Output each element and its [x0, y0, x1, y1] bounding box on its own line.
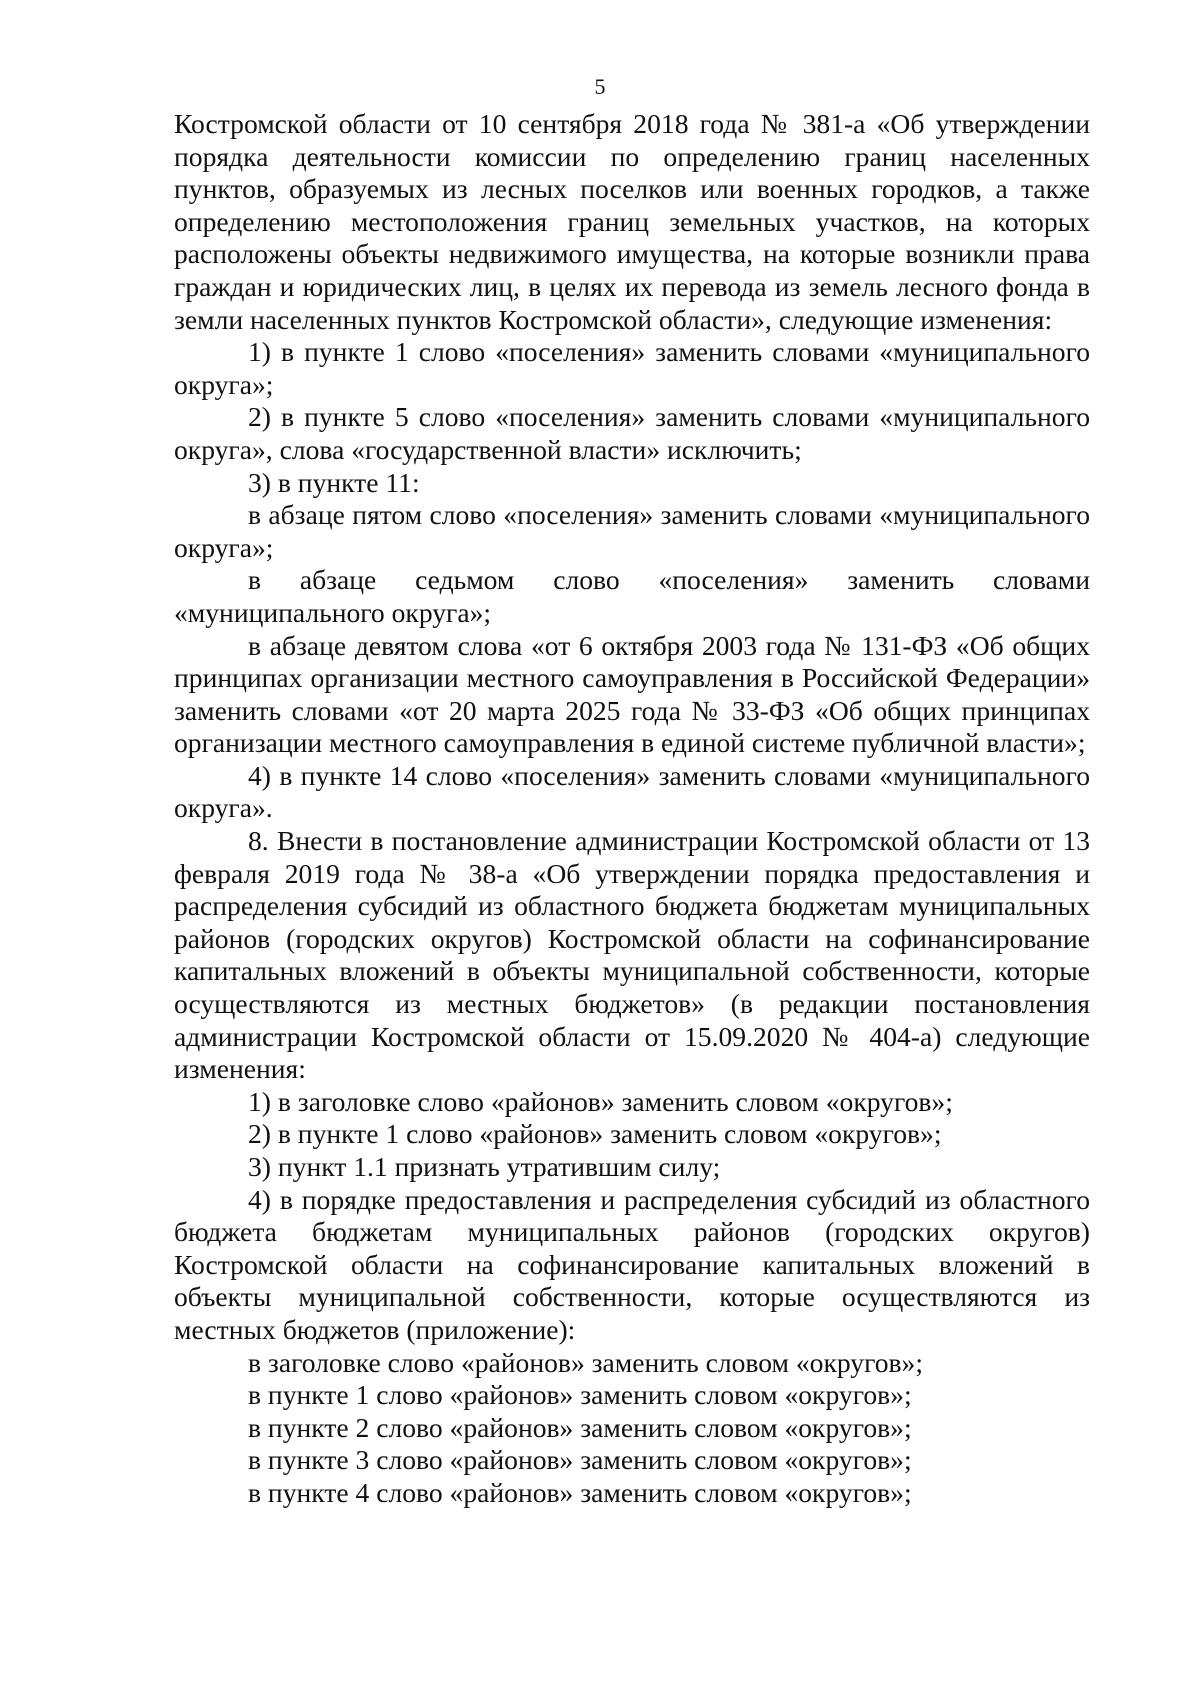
paragraph-item-4: 4) в порядке предоставления и распределения субсидий из областного бюджета бюджетам муниципальных районов (городских округов) Костромской области на софинансирование капитальных вложений в объекты муниципальной собственности, которые осуществляются из местных бюджетов (приложение):	[174, 1183, 1090, 1345]
document-body	[174, 108, 1090, 1510]
paragraph-item-1: 1) в пункте 1 слово «поселения» заменить словами «муниципального округа»;	[174, 336, 1090, 400]
paragraph-subitem-7th-abzac: в абзаце седьмом слово «поселения» заменить словами «муниципального округа»;	[174, 564, 1090, 628]
paragraph-subitem-title: в заголовке слово «районов» заменить словом «округов»;	[248, 1346, 924, 1378]
paragraph-item-4: 4) в пункте 14 слово «поселения» заменить словами «муниципального округа».	[174, 759, 1090, 824]
paragraph-item-2: 2) в пункте 5 слово «поселения» заменить словами «муниципального округа», слова «государственной власти» исключить;	[174, 401, 1090, 465]
paragraph-subitem-point-1: в пункте 1 слово «районов» заменить словом «округов»;	[248, 1379, 912, 1411]
paragraph-continuation: Костромской области от 10 сентября 2018 года № 381-а «Об утверждении порядка деятельности комиссии по определению границ населенных пунктов, образуемых из лесных поселков или военных городков, а также определению местоположения границ земельных участков, на которых расположены объекты недвижимого имущества, на которые возникли права граждан и юридических лиц, в целях их перевода из земель лесного фонда в земли населенных пунктов Костромской области», следующие изменения:	[174, 108, 1090, 335]
paragraph-subitem-point-4: в пункте 4 слово «районов» заменить словом «округов»;	[248, 1476, 912, 1508]
paragraph-subitem-point-3: в пункте 3 слово «районов» заменить словом «округов»;	[248, 1444, 912, 1476]
page-number: 5	[594, 74, 606, 99]
paragraph-subitem-5th-abzac: в абзаце пятом слово «поселения» заменить словами «муниципального округа»;	[174, 499, 1090, 563]
paragraph-item-2: 2) в пункте 1 слово «районов» заменить словом «округов»;	[248, 1118, 942, 1150]
paragraph-item-3: 3) пункт 1.1 признать утратившим силу;	[248, 1151, 721, 1182]
paragraph-subitem-9th-abzac: в абзаце девятом слова «от 6 октября 2003 года № 131-ФЗ «Об общих принципах организации местного самоуправления в Российской Федерации» заменить словами «от 20 марта 2025 года № 33-ФЗ «Об общих принципах организации местного самоуправления в единой системе публичной власти»;	[174, 629, 1090, 759]
paragraph-item-3: 3) в пункте 11:	[248, 466, 420, 498]
paragraph-subitem-point-2: в пункте 2 слово «районов» заменить словом «округов»;	[248, 1411, 912, 1443]
paragraph-section-8: 8. Внести в постановление администрации Костромской области от 13 февраля 2019 года № 38-а «Об утверждении порядка предоставления и распределения субсидий из областного бюджета бюджетам муниципальных районов (городских округов) Костромской области на софинансирование капитальных вложений в объекты муниципальной собственности, которые осуществляются из местных бюджетов» (в редакции постановления администрации Костромской области от 15.09.2020 № 404-а) следующие изменения:	[174, 825, 1090, 1085]
paragraph-item-1: 1) в заголовке слово «районов» заменить словом «округов»;	[248, 1085, 953, 1117]
